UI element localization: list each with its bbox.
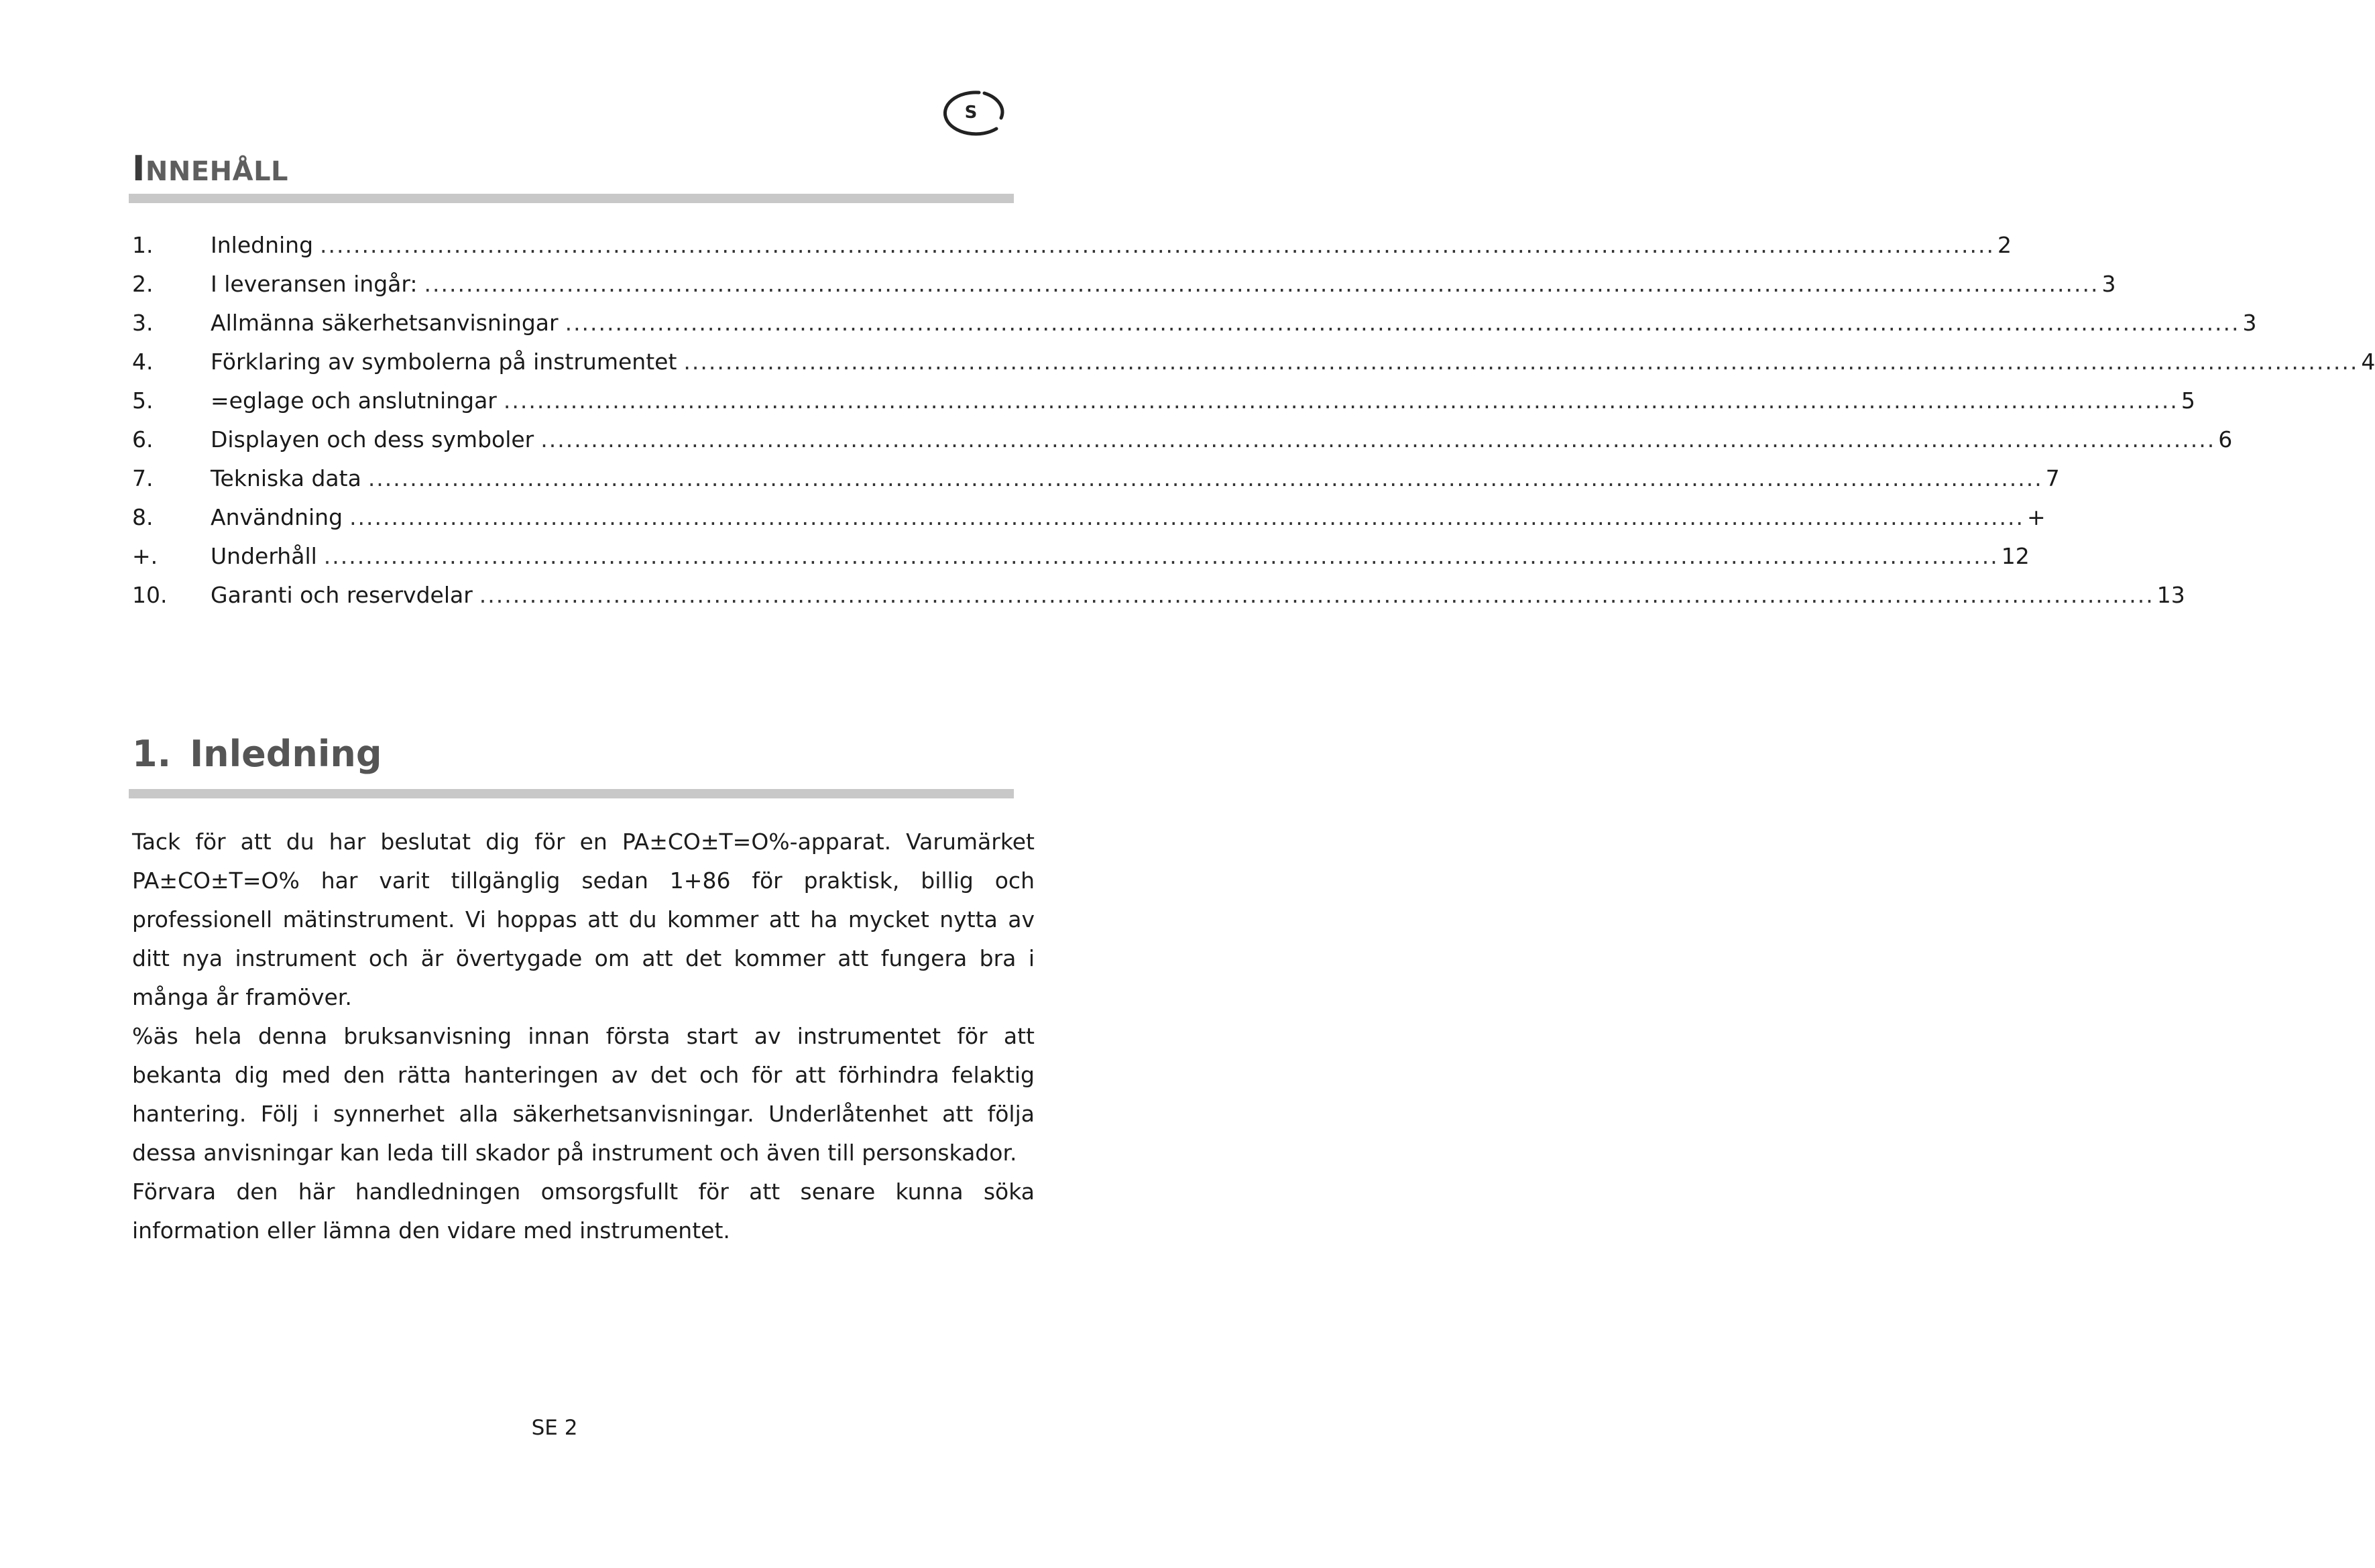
section-heading xyxy=(132,733,382,775)
toc-item[interactable] xyxy=(132,387,2195,426)
toc-item[interactable] xyxy=(132,349,2375,387)
toc-item[interactable] xyxy=(132,426,2233,465)
toc-item[interactable] xyxy=(132,504,2046,543)
toc-item-title: Allmänna säkerhetsanvisningar xyxy=(211,310,559,336)
body-paragraph: %äs hela denna bruksanvisning innan första start av instrumentet för att bekanta dig med den rätta hanteringen av det och för att förhindra felaktig hantering. Följ i synnerhet alla säkerhetsanvisningar. Underlåtenhet att följa dessa anvisningar kan leda till skador på instrument och även till personskador. xyxy=(132,1023,1035,1166)
language-badge xyxy=(937,88,1004,137)
toc-item-number: 2. xyxy=(132,271,154,297)
body-paragraph: Förvara den här handledningen omsorgsfullt för att senare kunna söka information eller lämna den vidare med instrumentet. xyxy=(132,1179,1035,1244)
toc-leader: ........................................................................................................................................................................................................ xyxy=(540,426,2216,453)
section-body xyxy=(132,823,1035,1250)
toc-item-number: 3. xyxy=(132,310,154,336)
toc-item[interactable] xyxy=(132,582,2185,621)
toc-item[interactable] xyxy=(132,232,2012,271)
toc-leader: ........................................................................................................................................................................................................ xyxy=(349,504,2025,530)
toc-heading-initial: I xyxy=(132,149,146,189)
toc-item-page: + xyxy=(2027,504,2046,530)
toc-leader: ........................................................................................................................................................................................................ xyxy=(683,349,2359,375)
toc-item-title: Underhåll xyxy=(211,543,317,569)
toc-item-title: Användning xyxy=(211,504,343,530)
toc-leader: ........................................................................................................................................................................................................ xyxy=(323,543,1999,569)
toc-item-title: Inledning xyxy=(211,232,314,258)
toc-item[interactable] xyxy=(132,465,2060,504)
toc-item-page: 3 xyxy=(2242,310,2257,336)
page-number: SE 2 xyxy=(531,1416,578,1440)
toc-item-page: 2 xyxy=(1997,232,2012,258)
toc-item-page: 7 xyxy=(2045,465,2060,491)
toc-item[interactable] xyxy=(132,543,2030,582)
toc-item-title: =eglage och anslutningar xyxy=(211,387,497,414)
section-number: 1. xyxy=(132,733,172,775)
section-divider xyxy=(129,789,1014,798)
toc-item-page: 5 xyxy=(2181,387,2195,414)
section-title: Inledning xyxy=(190,733,382,775)
toc-leader: ........................................................................................................................................................................................................ xyxy=(424,271,2099,297)
toc-item-number: 6. xyxy=(132,426,154,453)
toc-item-title: Garanti och reservdelar xyxy=(211,582,473,608)
toc-item-number: 8. xyxy=(132,504,154,530)
toc-item-page: 3 xyxy=(2101,271,2116,297)
toc-item-title: I leveransen ingår: xyxy=(211,271,418,297)
toc-leader: ........................................................................................................................................................................................................ xyxy=(503,387,2179,414)
toc-item-title: Förklaring av symbolerna på instrumentet xyxy=(211,349,677,375)
toc-item-number: 7. xyxy=(132,465,154,491)
toc-item-title: Displayen och dess symboler xyxy=(211,426,534,453)
toc-item-number: 1. xyxy=(132,232,154,258)
table-of-contents xyxy=(132,232,2375,621)
toc-item-number: 10. xyxy=(132,582,168,608)
toc-item-number: 5. xyxy=(132,387,154,414)
toc-item-title: Tekniska data xyxy=(211,465,361,491)
toc-item-number: +. xyxy=(132,543,158,569)
toc-heading-rest: NNEHÅLL xyxy=(145,156,289,187)
toc-leader: ........................................................................................................................................................................................................ xyxy=(479,582,2154,608)
language-code: S xyxy=(964,103,978,123)
toc-item[interactable] xyxy=(132,310,2257,349)
toc-item-page: 6 xyxy=(2218,426,2233,453)
body-paragraph: Tack för att du har beslutat dig för en PA±CO±T=O%-apparat. Varumärket PA±CO±T=O% har varit tillgänglig sedan 1+86 för praktisk, billig och professionell mätinstrument. Vi hoppas att du kommer att ha mycket nytta av ditt nya instrument och är övertygade om att det kommer att fungera bra i många år framöver. xyxy=(132,829,1035,1010)
toc-leader: ........................................................................................................................................................................................................ xyxy=(320,232,1995,258)
heading-divider xyxy=(129,194,1014,203)
toc-heading xyxy=(132,149,289,189)
toc-leader: ........................................................................................................................................................................................................ xyxy=(367,465,2043,491)
toc-item-page: 13 xyxy=(2156,582,2185,608)
toc-item-page: 12 xyxy=(2001,543,2030,569)
toc-item-number: 4. xyxy=(132,349,154,375)
toc-item-page: 4 xyxy=(2361,349,2375,375)
toc-item[interactable] xyxy=(132,271,2116,310)
toc-leader: ........................................................................................................................................................................................................ xyxy=(565,310,2240,336)
